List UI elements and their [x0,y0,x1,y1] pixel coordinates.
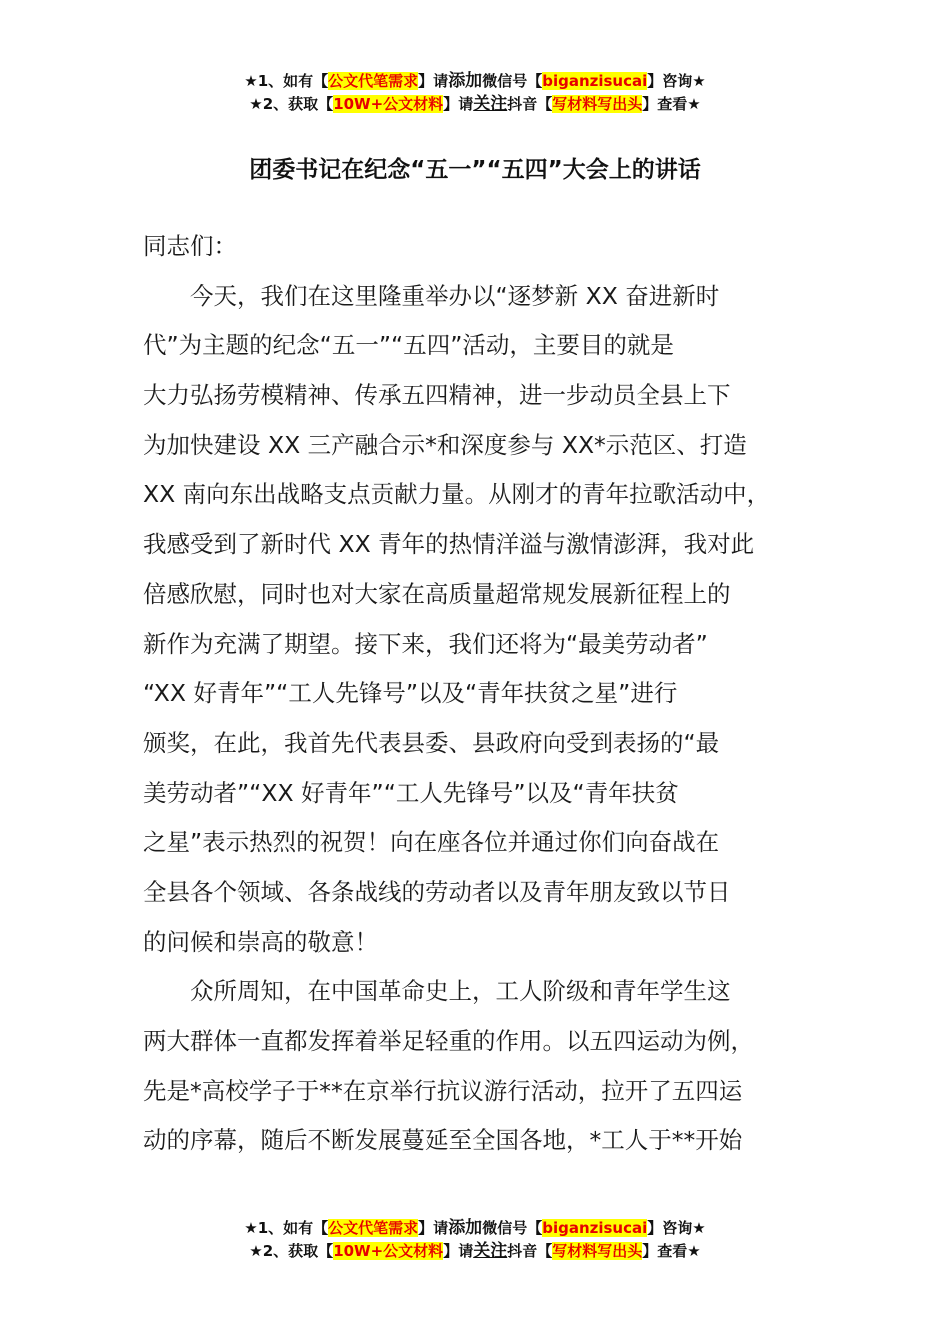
body-line: 代”为主题的纪念“五一”“五四”活动，主要目的就是 [143,331,674,360]
ad-text: ★1、如有【 [244,1219,329,1237]
ad-emphasis: 关注 [473,94,508,114]
ad-text: 】咨询★ [647,1219,706,1237]
body-line: 大力弘扬劳模精神、传承五四精神，进一步动员全县上下 [143,381,731,410]
ad-highlight: 10W+公文材料 [333,95,444,113]
body-line: 众所周知，在中国革命史上，工人阶级和青年学生这 [143,977,731,1006]
body-line: 我感受到了新时代 XX 青年的热情洋溢与激情澎湃，我对此 [143,530,755,559]
ad-text: 】请 [443,1242,474,1260]
footer-ad-line-1 [0,1217,950,1240]
body-line: XX 南向东出战略支点贡献力量。从刚才的青年拉歌活动中， [143,480,771,509]
ad-text: ★1、如有【 [244,72,329,90]
ad-highlight-douyin: 写材料写出头 [552,95,643,113]
body-line: 美劳动者”“XX 好青年”“工人先锋号”以及“青年扶贫 [143,778,679,807]
footer-ad-banner [0,1217,950,1263]
ad-emphasis: 添加 [448,71,483,91]
ad-text: 】请 [443,95,474,113]
header-ad-banner [0,70,950,116]
document-body [143,222,813,1166]
body-line: 新作为充满了期望。接下来，我们还将为“最美劳动者” [143,629,708,658]
document-title: 团委书记在纪念“五一”“五四”大会上的讲话 [249,157,701,183]
footer-ad-line-2 [0,1240,950,1263]
body-line: 倍感欣慰，同时也对大家在高质量超常规发展新征程上的 [143,579,731,608]
ad-text: 】查看★ [642,95,701,113]
ad-text: ★2、获取【 [249,1242,334,1260]
ad-highlight-douyin: 写材料写出头 [552,1242,643,1260]
ad-text: 】请 [418,72,449,90]
ad-text: 】查看★ [642,1242,701,1260]
body-line: 之星”表示热烈的祝贺！向在座各位并通过你们向奋战在 [143,828,720,857]
body-line: 的问候和崇高的敬意！ [143,927,378,956]
ad-text: 】请 [418,1219,449,1237]
body-line: 两大群体一直都发挥着举足轻重的作用。以五四运动为例， [143,1027,754,1055]
ad-highlight-wechat: biganzisucai [542,1219,648,1237]
ad-emphasis: 关注 [473,1241,508,1261]
ad-text: 抖音【 [507,1242,553,1260]
ad-text: 】咨询★ [647,72,706,90]
ad-highlight-wechat: biganzisucai [542,72,648,90]
ad-highlight: 公文代笔需求 [328,72,419,90]
ad-text: ★2、获取【 [249,95,334,113]
body-line: 动的序幕，随后不断发展蔓延至全国各地，*工人于**开始 [143,1126,743,1155]
ad-text: 抖音【 [507,95,553,113]
body-line: 先是*高校学子于**在京举行抗议游行活动，拉开了五四运 [143,1076,743,1105]
ad-highlight: 公文代笔需求 [328,1219,419,1237]
body-line: 全县各个领域、各条战线的劳动者以及青年朋友致以节日 [143,877,731,906]
ad-text: 微信号【 [482,1219,543,1237]
body-line: “XX 好青年”“工人先锋号”以及“青年扶贫之星”进行 [143,679,678,708]
ad-highlight: 10W+公文材料 [333,1242,444,1260]
ad-text: 微信号【 [482,72,543,90]
body-line: 同志们： [143,232,237,260]
header-ad-line-1 [0,70,950,93]
body-line: 为加快建设 XX 三产融合示*和深度参与 XX*示范区、打造 [143,430,747,459]
body-line: 颁奖，在此，我首先代表县委、县政府向受到表扬的“最 [143,728,720,757]
header-ad-line-2 [0,93,950,116]
ad-emphasis: 添加 [448,1218,483,1238]
body-line: 今天，我们在这里隆重举办以“逐梦新 XX 奋进新时 [143,281,720,310]
